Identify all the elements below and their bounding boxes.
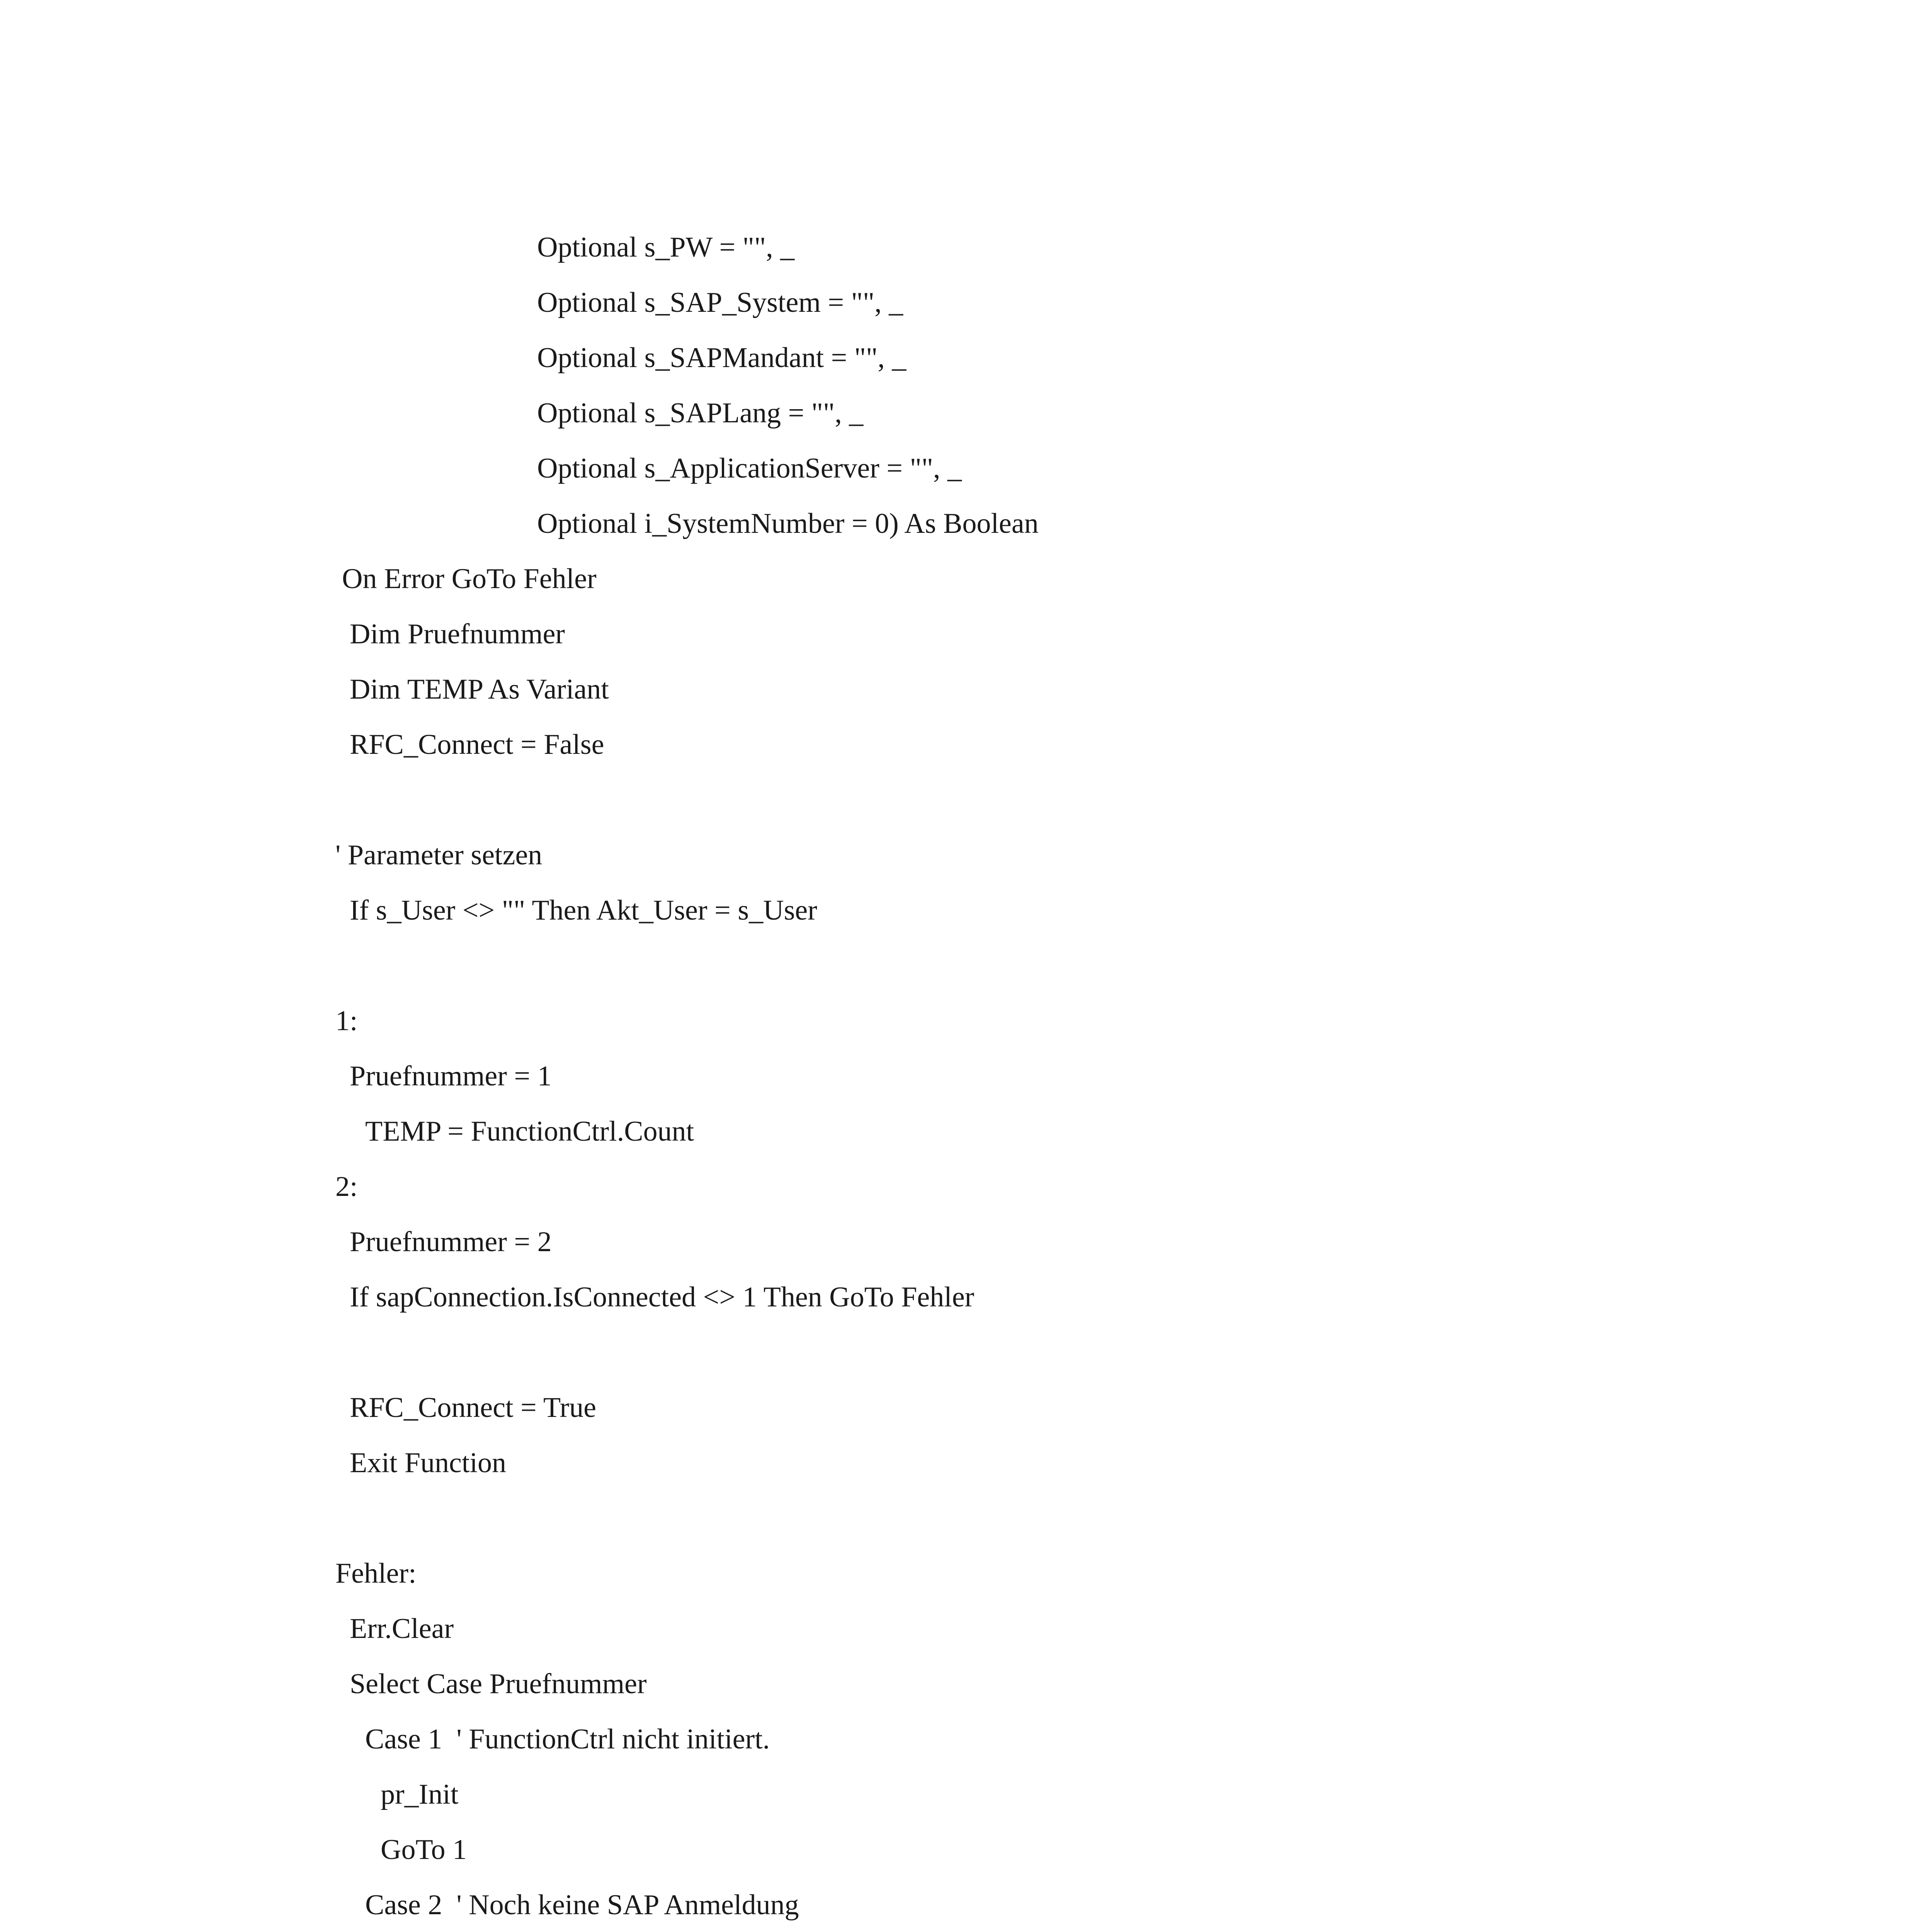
code-line: On Error GoTo Fehler bbox=[342, 563, 597, 595]
code-label: 1: bbox=[335, 1005, 358, 1037]
code-line: GoTo 1 bbox=[381, 1834, 467, 1866]
code-line: Optional s_PW = "", _ bbox=[537, 231, 795, 263]
code-line: RFC_Connect = False bbox=[350, 729, 604, 760]
code-line: TEMP = FunctionCtrl.Count bbox=[365, 1116, 694, 1147]
code-line: Optional s_SAPLang = "", _ bbox=[537, 397, 864, 429]
code-line: Dim Pruefnummer bbox=[350, 618, 565, 650]
code-label: Fehler: bbox=[335, 1558, 417, 1589]
code-line: RFC_Connect = True bbox=[350, 1392, 596, 1423]
code-line: Case 2 ' Noch keine SAP Anmeldung bbox=[365, 1889, 799, 1921]
code-line: Optional i_SystemNumber = 0) As Boolean bbox=[537, 508, 1039, 539]
code-line: Optional s_SAPMandant = "", _ bbox=[537, 342, 907, 374]
code-line: Pruefnummer = 1 bbox=[350, 1060, 552, 1092]
code-line: Dim TEMP As Variant bbox=[350, 673, 609, 705]
code-line: Exit Function bbox=[350, 1447, 506, 1479]
code-label: 2: bbox=[335, 1171, 358, 1202]
code-line: Optional s_SAP_System = "", _ bbox=[537, 287, 903, 318]
code-line: Case 1 ' FunctionCtrl nicht initiert. bbox=[365, 1723, 770, 1755]
code-line: Select Case Pruefnummer bbox=[350, 1668, 647, 1700]
code-line: If s_User <> "" Then Akt_User = s_User bbox=[350, 895, 817, 926]
code-line: If sapConnection.IsConnected <> 1 Then GoTo Fehler bbox=[350, 1281, 975, 1313]
code-line: Optional s_ApplicationServer = "", _ bbox=[537, 452, 962, 484]
code-comment: ' Parameter setzen bbox=[335, 839, 543, 871]
code-line: Pruefnummer = 2 bbox=[350, 1226, 552, 1258]
code-line: pr_Init bbox=[381, 1779, 459, 1810]
code-line: Err.Clear bbox=[350, 1613, 454, 1645]
